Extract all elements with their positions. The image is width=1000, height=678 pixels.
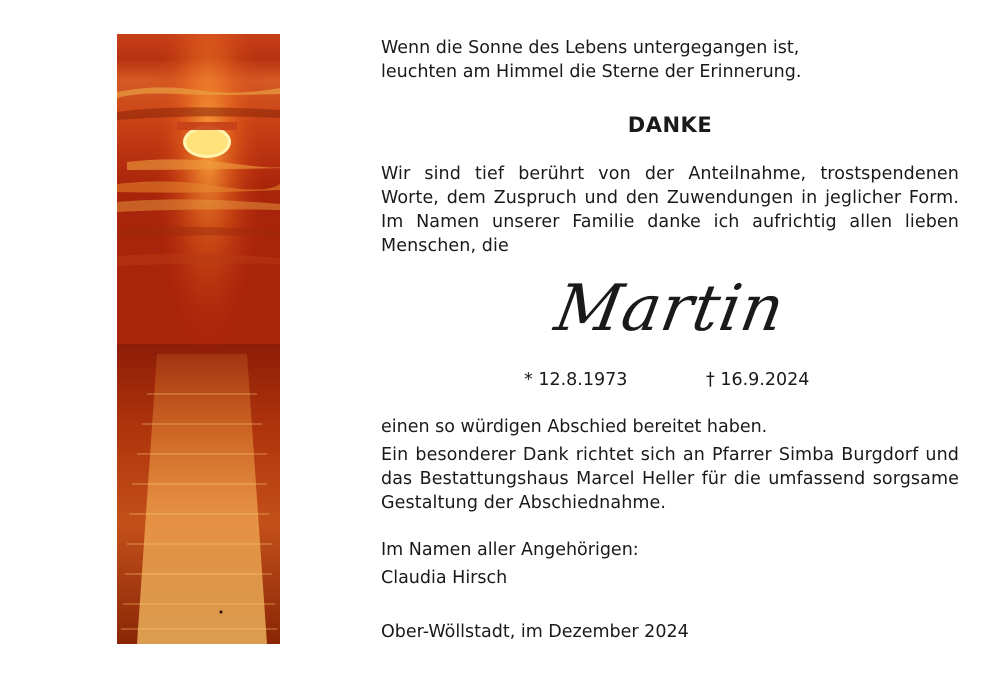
birth-date: * 12.8.1973 [524,370,628,390]
signer [381,566,959,590]
special-thanks-paragraph [381,443,959,515]
sunset-photo [117,34,280,644]
thanks-paragraph [381,162,959,258]
quote-line-2: leuchten am Himmel die Sterne der Erinnerung. [381,62,802,82]
closing-text: Im Namen aller Angehörigen: [381,540,639,560]
heading: DANKE [627,113,713,137]
quote-line-1: Wenn die Sonne des Lebens untergegangen ist, [381,38,800,58]
closing-line [381,538,959,562]
sunset-over-sea-image [117,34,280,644]
thanks-paragraph-text: Wir sind tief berührt von der Anteilnahme, trostspendenen Worte, dem Zuspruch und den Zuwendungen in jeglicher Form. Im Namen unserer Familie danke ich aufrichtig allen lieben Menschen, die [381,164,959,256]
death-date: † 16.9.2024 [706,370,810,390]
place-date-text: Ober-Wöllstadt, im Dezember 2024 [381,622,689,642]
signer-name: Claudia Hirsch [381,568,508,588]
special-thanks-text: Ein besonderer Dank richtet sich an Pfarrer Simba Burgdorf und das Bestattungshaus Marcel Heller für die umfassend sorgsame Gestaltung der Abschiednahme. [381,445,959,513]
farewell-text: einen so würdigen Abschied bereitet haben. [381,417,768,437]
place-and-date [381,620,959,644]
epigraph-quote [381,36,959,84]
farewell-paragraph [381,415,959,439]
deceased-name: Martin [549,272,791,346]
